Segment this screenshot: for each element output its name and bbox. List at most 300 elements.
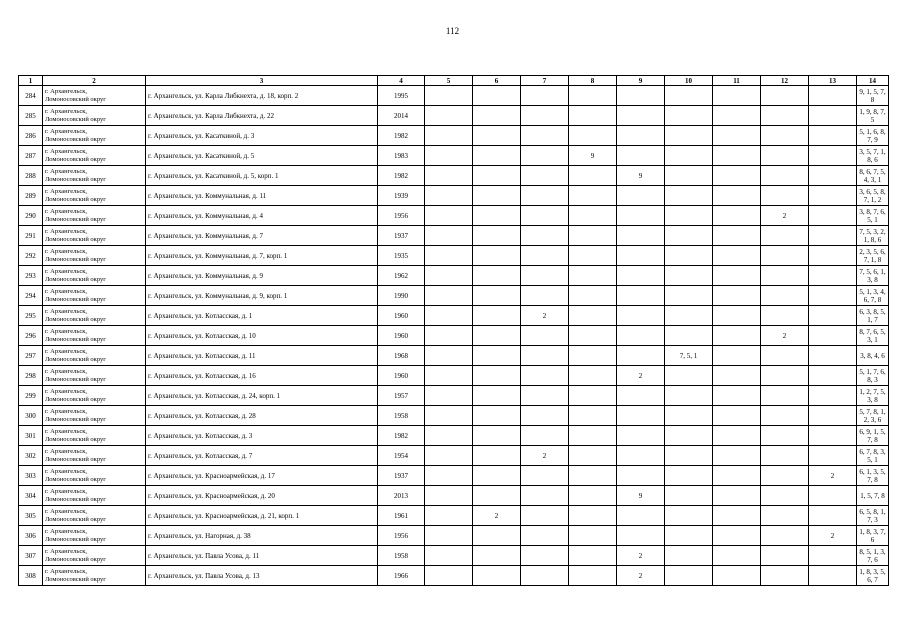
table-row	[19, 346, 889, 366]
col-14-cell: 5, 1, 6, 8, 7, 9	[857, 126, 889, 146]
col-5-cell	[425, 206, 473, 226]
address-cell: г. Архангельск, ул. Павла Усова, д. 13	[146, 566, 378, 586]
column-header-10: 10	[665, 76, 713, 86]
col-14-cell: 3, 6, 5, 8, 7, 1, 2	[857, 186, 889, 206]
table-row	[19, 566, 889, 586]
col-9-cell	[617, 146, 665, 166]
col-9-cell	[617, 446, 665, 466]
table-row	[19, 106, 889, 126]
col-11-cell	[713, 146, 761, 166]
col-14-cell: 6, 3, 8, 5, 1, 7	[857, 306, 889, 326]
col-12-cell	[761, 266, 809, 286]
col-5-cell	[425, 486, 473, 506]
col-5-cell	[425, 446, 473, 466]
col-13-cell	[809, 106, 857, 126]
row-number: 286	[19, 126, 43, 146]
table-row	[19, 186, 889, 206]
district-cell: г. Архангельск, Ломоносовский округ	[43, 206, 146, 226]
col-13-cell: 2	[809, 526, 857, 546]
table-body	[19, 86, 889, 586]
district-cell: г. Архангельск, Ломоносовский округ	[43, 566, 146, 586]
col-11-cell	[713, 346, 761, 366]
district-cell: г. Архангельск, Ломоносовский округ	[43, 446, 146, 466]
year-cell: 1990	[378, 286, 425, 306]
table-row	[19, 546, 889, 566]
col-10-cell	[665, 506, 713, 526]
col-10-cell	[665, 426, 713, 446]
address-cell: г. Архангельск, ул. Котласская, д. 11	[146, 346, 378, 366]
col-8-cell	[569, 546, 617, 566]
col-9-cell: 9	[617, 166, 665, 186]
col-8-cell	[569, 386, 617, 406]
row-number: 288	[19, 166, 43, 186]
col-13-cell	[809, 426, 857, 446]
col-10-cell	[665, 226, 713, 246]
col-12-cell	[761, 426, 809, 446]
col-12-cell	[761, 466, 809, 486]
col-10-cell	[665, 266, 713, 286]
column-header-5: 5	[425, 76, 473, 86]
year-cell: 1954	[378, 446, 425, 466]
address-cell: г. Архангельск, ул. Коммунальная, д. 7, корп. 1	[146, 246, 378, 266]
col-14-cell: 1, 8, 3, 5, 6, 7	[857, 566, 889, 586]
col-11-cell	[713, 86, 761, 106]
col-14-cell: 3, 8, 7, 6, 5, 1	[857, 206, 889, 226]
year-cell: 1937	[378, 226, 425, 246]
district-cell: г. Архангельск, Ломоносовский округ	[43, 406, 146, 426]
row-number: 296	[19, 326, 43, 346]
year-cell: 1958	[378, 546, 425, 566]
col-12-cell	[761, 546, 809, 566]
col-5-cell	[425, 406, 473, 426]
col-12-cell	[761, 106, 809, 126]
col-6-cell	[473, 326, 521, 346]
address-cell: г. Архангельск, ул. Касаткиной, д. 5, корп. 1	[146, 166, 378, 186]
year-cell: 1960	[378, 366, 425, 386]
housing-register-table	[18, 75, 889, 586]
col-8-cell	[569, 186, 617, 206]
col-5-cell	[425, 326, 473, 346]
col-9-cell	[617, 326, 665, 346]
year-cell: 1958	[378, 406, 425, 426]
year-cell: 2014	[378, 106, 425, 126]
district-cell: г. Архангельск, Ломоносовский округ	[43, 526, 146, 546]
row-number: 285	[19, 106, 43, 126]
district-cell: г. Архангельск, Ломоносовский округ	[43, 186, 146, 206]
address-cell: г. Архангельск, ул. Коммунальная, д. 9, корп. 1	[146, 286, 378, 306]
column-header-8: 8	[569, 76, 617, 86]
year-cell: 1968	[378, 346, 425, 366]
col-13-cell	[809, 386, 857, 406]
table-row	[19, 266, 889, 286]
col-5-cell	[425, 566, 473, 586]
table-row	[19, 506, 889, 526]
column-header-3: 3	[146, 76, 378, 86]
table-row	[19, 306, 889, 326]
row-number: 308	[19, 566, 43, 586]
col-12-cell	[761, 386, 809, 406]
col-10-cell	[665, 546, 713, 566]
table-row	[19, 386, 889, 406]
district-cell: г. Архангельск, Ломоносовский округ	[43, 166, 146, 186]
col-7-cell	[521, 226, 569, 246]
address-cell: г. Архангельск, ул. Котласская, д. 28	[146, 406, 378, 426]
col-14-cell: 1, 8, 3, 7, 6	[857, 526, 889, 546]
col-9-cell	[617, 86, 665, 106]
col-7-cell	[521, 366, 569, 386]
col-13-cell	[809, 246, 857, 266]
row-number: 289	[19, 186, 43, 206]
column-header-2: 2	[43, 76, 146, 86]
col-11-cell	[713, 226, 761, 246]
district-cell: г. Архангельск, Ломоносовский округ	[43, 506, 146, 526]
col-8-cell	[569, 486, 617, 506]
col-14-cell: 3, 8, 4, 6	[857, 346, 889, 366]
col-6-cell	[473, 286, 521, 306]
table-row	[19, 406, 889, 426]
col-7-cell	[521, 206, 569, 226]
year-cell: 1937	[378, 466, 425, 486]
row-number: 297	[19, 346, 43, 366]
col-9-cell: 2	[617, 566, 665, 586]
col-13-cell	[809, 146, 857, 166]
col-10-cell	[665, 206, 713, 226]
row-number: 293	[19, 266, 43, 286]
col-8-cell	[569, 166, 617, 186]
address-cell: г. Архангельск, ул. Котласская, д. 16	[146, 366, 378, 386]
table-row	[19, 246, 889, 266]
col-8-cell	[569, 126, 617, 146]
col-7-cell: 2	[521, 446, 569, 466]
address-cell: г. Архангельск, ул. Карла Либкнехта, д. 22	[146, 106, 378, 126]
row-number: 306	[19, 526, 43, 546]
district-cell: г. Архангельск, Ломоносовский округ	[43, 86, 146, 106]
col-11-cell	[713, 546, 761, 566]
col-11-cell	[713, 506, 761, 526]
col-9-cell	[617, 286, 665, 306]
col-5-cell	[425, 526, 473, 546]
col-13-cell	[809, 226, 857, 246]
address-cell: г. Архангельск, ул. Павла Усова, д. 11	[146, 546, 378, 566]
col-5-cell	[425, 506, 473, 526]
row-number: 303	[19, 466, 43, 486]
col-7-cell	[521, 426, 569, 446]
col-14-cell: 8, 5, 1, 3, 7, 6	[857, 546, 889, 566]
year-cell: 1982	[378, 166, 425, 186]
col-9-cell	[617, 506, 665, 526]
col-6-cell	[473, 106, 521, 126]
district-cell: г. Архангельск, Ломоносовский округ	[43, 366, 146, 386]
year-cell: 1960	[378, 306, 425, 326]
col-6-cell	[473, 166, 521, 186]
table-row	[19, 126, 889, 146]
col-10-cell	[665, 526, 713, 546]
district-cell: г. Архангельск, Ломоносовский округ	[43, 266, 146, 286]
row-number: 290	[19, 206, 43, 226]
district-cell: г. Архангельск, Ломоносовский округ	[43, 146, 146, 166]
col-9-cell	[617, 346, 665, 366]
col-8-cell	[569, 366, 617, 386]
year-cell: 2013	[378, 486, 425, 506]
col-7-cell	[521, 486, 569, 506]
col-10-cell	[665, 86, 713, 106]
address-cell: г. Архангельск, ул. Красноармейская, д. 21, корп. 1	[146, 506, 378, 526]
col-14-cell: 7, 5, 6, 1, 3, 8	[857, 266, 889, 286]
column-header-4: 4	[378, 76, 425, 86]
col-9-cell	[617, 306, 665, 326]
col-7-cell	[521, 546, 569, 566]
col-14-cell: 3, 5, 7, 1, 8, 6	[857, 146, 889, 166]
year-cell: 1956	[378, 526, 425, 546]
col-9-cell	[617, 106, 665, 126]
row-number: 298	[19, 366, 43, 386]
row-number: 287	[19, 146, 43, 166]
col-10-cell	[665, 106, 713, 126]
col-5-cell	[425, 366, 473, 386]
col-5-cell	[425, 146, 473, 166]
col-12-cell	[761, 166, 809, 186]
address-cell: г. Архангельск, ул. Красноармейская, д. 17	[146, 466, 378, 486]
col-5-cell	[425, 466, 473, 486]
col-14-cell: 5, 1, 7, 6, 8, 3	[857, 366, 889, 386]
col-13-cell	[809, 346, 857, 366]
col-6-cell: 2	[473, 506, 521, 526]
col-6-cell	[473, 366, 521, 386]
col-12-cell	[761, 446, 809, 466]
col-10-cell	[665, 446, 713, 466]
district-cell: г. Архангельск, Ломоносовский округ	[43, 486, 146, 506]
col-7-cell	[521, 506, 569, 526]
col-9-cell: 9	[617, 486, 665, 506]
district-cell: г. Архангельск, Ломоносовский округ	[43, 466, 146, 486]
row-number: 299	[19, 386, 43, 406]
col-14-cell: 2, 3, 5, 6, 7, 1, 8	[857, 246, 889, 266]
col-6-cell	[473, 426, 521, 446]
col-5-cell	[425, 546, 473, 566]
col-7-cell	[521, 126, 569, 146]
address-cell: г. Архангельск, ул. Коммунальная, д. 7	[146, 226, 378, 246]
table-row	[19, 206, 889, 226]
table-row	[19, 526, 889, 546]
col-10-cell	[665, 406, 713, 426]
year-cell: 1960	[378, 326, 425, 346]
col-11-cell	[713, 366, 761, 386]
col-12-cell	[761, 526, 809, 546]
col-11-cell	[713, 306, 761, 326]
district-cell: г. Архангельск, Ломоносовский округ	[43, 306, 146, 326]
address-cell: г. Архангельск, ул. Коммунальная, д. 4	[146, 206, 378, 226]
col-12-cell	[761, 146, 809, 166]
col-14-cell: 5, 1, 3, 4, 6, 7, 8	[857, 286, 889, 306]
col-6-cell	[473, 446, 521, 466]
district-cell: г. Архангельск, Ломоносовский округ	[43, 246, 146, 266]
col-7-cell	[521, 326, 569, 346]
col-8-cell	[569, 306, 617, 326]
col-11-cell	[713, 126, 761, 146]
col-9-cell: 2	[617, 546, 665, 566]
col-11-cell	[713, 406, 761, 426]
col-9-cell	[617, 406, 665, 426]
col-8-cell	[569, 446, 617, 466]
row-number: 304	[19, 486, 43, 506]
table-row	[19, 286, 889, 306]
column-header-13: 13	[809, 76, 857, 86]
col-8-cell	[569, 506, 617, 526]
col-9-cell	[617, 126, 665, 146]
col-6-cell	[473, 226, 521, 246]
col-10-cell	[665, 146, 713, 166]
col-14-cell: 1, 2, 7, 5, 3, 8	[857, 386, 889, 406]
district-cell: г. Архангельск, Ломоносовский округ	[43, 126, 146, 146]
col-9-cell	[617, 386, 665, 406]
col-6-cell	[473, 146, 521, 166]
col-12-cell: 2	[761, 206, 809, 226]
district-cell: г. Архангельск, Ломоносовский округ	[43, 106, 146, 126]
row-number: 302	[19, 446, 43, 466]
col-12-cell	[761, 506, 809, 526]
address-cell: г. Архангельск, ул. Котласская, д. 10	[146, 326, 378, 346]
year-cell: 1982	[378, 126, 425, 146]
col-5-cell	[425, 346, 473, 366]
col-5-cell	[425, 426, 473, 446]
col-8-cell: 9	[569, 146, 617, 166]
col-6-cell	[473, 206, 521, 226]
col-13-cell	[809, 306, 857, 326]
col-6-cell	[473, 526, 521, 546]
col-12-cell	[761, 306, 809, 326]
col-8-cell	[569, 426, 617, 446]
col-8-cell	[569, 326, 617, 346]
col-8-cell	[569, 226, 617, 246]
col-11-cell	[713, 186, 761, 206]
district-cell: г. Архангельск, Ломоносовский округ	[43, 546, 146, 566]
table-row	[19, 226, 889, 246]
col-14-cell: 6, 9, 1, 5, 7, 8	[857, 426, 889, 446]
col-14-cell: 1, 9, 8, 7, 5	[857, 106, 889, 126]
col-8-cell	[569, 266, 617, 286]
col-11-cell	[713, 246, 761, 266]
col-10-cell	[665, 466, 713, 486]
col-8-cell	[569, 206, 617, 226]
col-13-cell	[809, 126, 857, 146]
year-cell: 1962	[378, 266, 425, 286]
col-5-cell	[425, 306, 473, 326]
col-11-cell	[713, 446, 761, 466]
column-header-6: 6	[473, 76, 521, 86]
address-cell: г. Архангельск, ул. Котласская, д. 24, корп. 1	[146, 386, 378, 406]
address-cell: г. Архангельск, ул. Котласская, д. 1	[146, 306, 378, 326]
col-9-cell	[617, 526, 665, 546]
col-6-cell	[473, 306, 521, 326]
district-cell: г. Архангельск, Ломоносовский округ	[43, 226, 146, 246]
col-13-cell	[809, 206, 857, 226]
column-header-11: 11	[713, 76, 761, 86]
col-13-cell	[809, 266, 857, 286]
column-header-9: 9	[617, 76, 665, 86]
table-row	[19, 326, 889, 346]
column-header-7: 7	[521, 76, 569, 86]
district-cell: г. Архангельск, Ломоносовский округ	[43, 326, 146, 346]
address-cell: г. Архангельск, ул. Карла Либкнехта, д. 18, корп. 2	[146, 86, 378, 106]
table-row	[19, 166, 889, 186]
col-6-cell	[473, 86, 521, 106]
col-12-cell	[761, 366, 809, 386]
col-6-cell	[473, 486, 521, 506]
col-7-cell	[521, 106, 569, 126]
col-6-cell	[473, 466, 521, 486]
col-7-cell	[521, 466, 569, 486]
col-6-cell	[473, 406, 521, 426]
row-number: 284	[19, 86, 43, 106]
col-7-cell	[521, 526, 569, 546]
col-6-cell	[473, 386, 521, 406]
col-10-cell: 7, 5, 1	[665, 346, 713, 366]
col-9-cell	[617, 226, 665, 246]
col-11-cell	[713, 286, 761, 306]
col-9-cell	[617, 266, 665, 286]
year-cell: 1982	[378, 426, 425, 446]
col-13-cell: 2	[809, 466, 857, 486]
col-5-cell	[425, 226, 473, 246]
col-13-cell	[809, 186, 857, 206]
col-13-cell	[809, 366, 857, 386]
col-14-cell: 7, 5, 3, 2, 1, 8, 6	[857, 226, 889, 246]
col-7-cell	[521, 566, 569, 586]
col-7-cell	[521, 186, 569, 206]
col-5-cell	[425, 166, 473, 186]
col-11-cell	[713, 106, 761, 126]
year-cell: 1939	[378, 186, 425, 206]
table-row	[19, 486, 889, 506]
col-9-cell	[617, 206, 665, 226]
col-11-cell	[713, 466, 761, 486]
col-12-cell	[761, 406, 809, 426]
col-8-cell	[569, 566, 617, 586]
col-9-cell	[617, 466, 665, 486]
col-13-cell	[809, 86, 857, 106]
col-11-cell	[713, 386, 761, 406]
col-12-cell	[761, 86, 809, 106]
col-9-cell	[617, 426, 665, 446]
address-cell: г. Архангельск, ул. Касаткиной, д. 5	[146, 146, 378, 166]
col-5-cell	[425, 246, 473, 266]
col-14-cell: 6, 1, 3, 5, 7, 8	[857, 466, 889, 486]
col-7-cell	[521, 286, 569, 306]
address-cell: г. Архангельск, ул. Касаткиной, д. 3	[146, 126, 378, 146]
col-10-cell	[665, 286, 713, 306]
col-13-cell	[809, 486, 857, 506]
col-5-cell	[425, 86, 473, 106]
col-13-cell	[809, 506, 857, 526]
table-row	[19, 366, 889, 386]
col-8-cell	[569, 406, 617, 426]
col-13-cell	[809, 446, 857, 466]
row-number: 295	[19, 306, 43, 326]
col-6-cell	[473, 266, 521, 286]
col-8-cell	[569, 86, 617, 106]
address-cell: г. Архангельск, ул. Котласская, д. 3	[146, 426, 378, 446]
col-6-cell	[473, 186, 521, 206]
address-cell: г. Архангельск, ул. Коммунальная, д. 9	[146, 266, 378, 286]
col-12-cell	[761, 226, 809, 246]
col-11-cell	[713, 166, 761, 186]
col-14-cell: 8, 6, 7, 5, 4, 3, 1	[857, 166, 889, 186]
col-6-cell	[473, 346, 521, 366]
table-row	[19, 86, 889, 106]
column-header-1: 1	[19, 76, 43, 86]
col-13-cell	[809, 166, 857, 186]
col-7-cell	[521, 86, 569, 106]
